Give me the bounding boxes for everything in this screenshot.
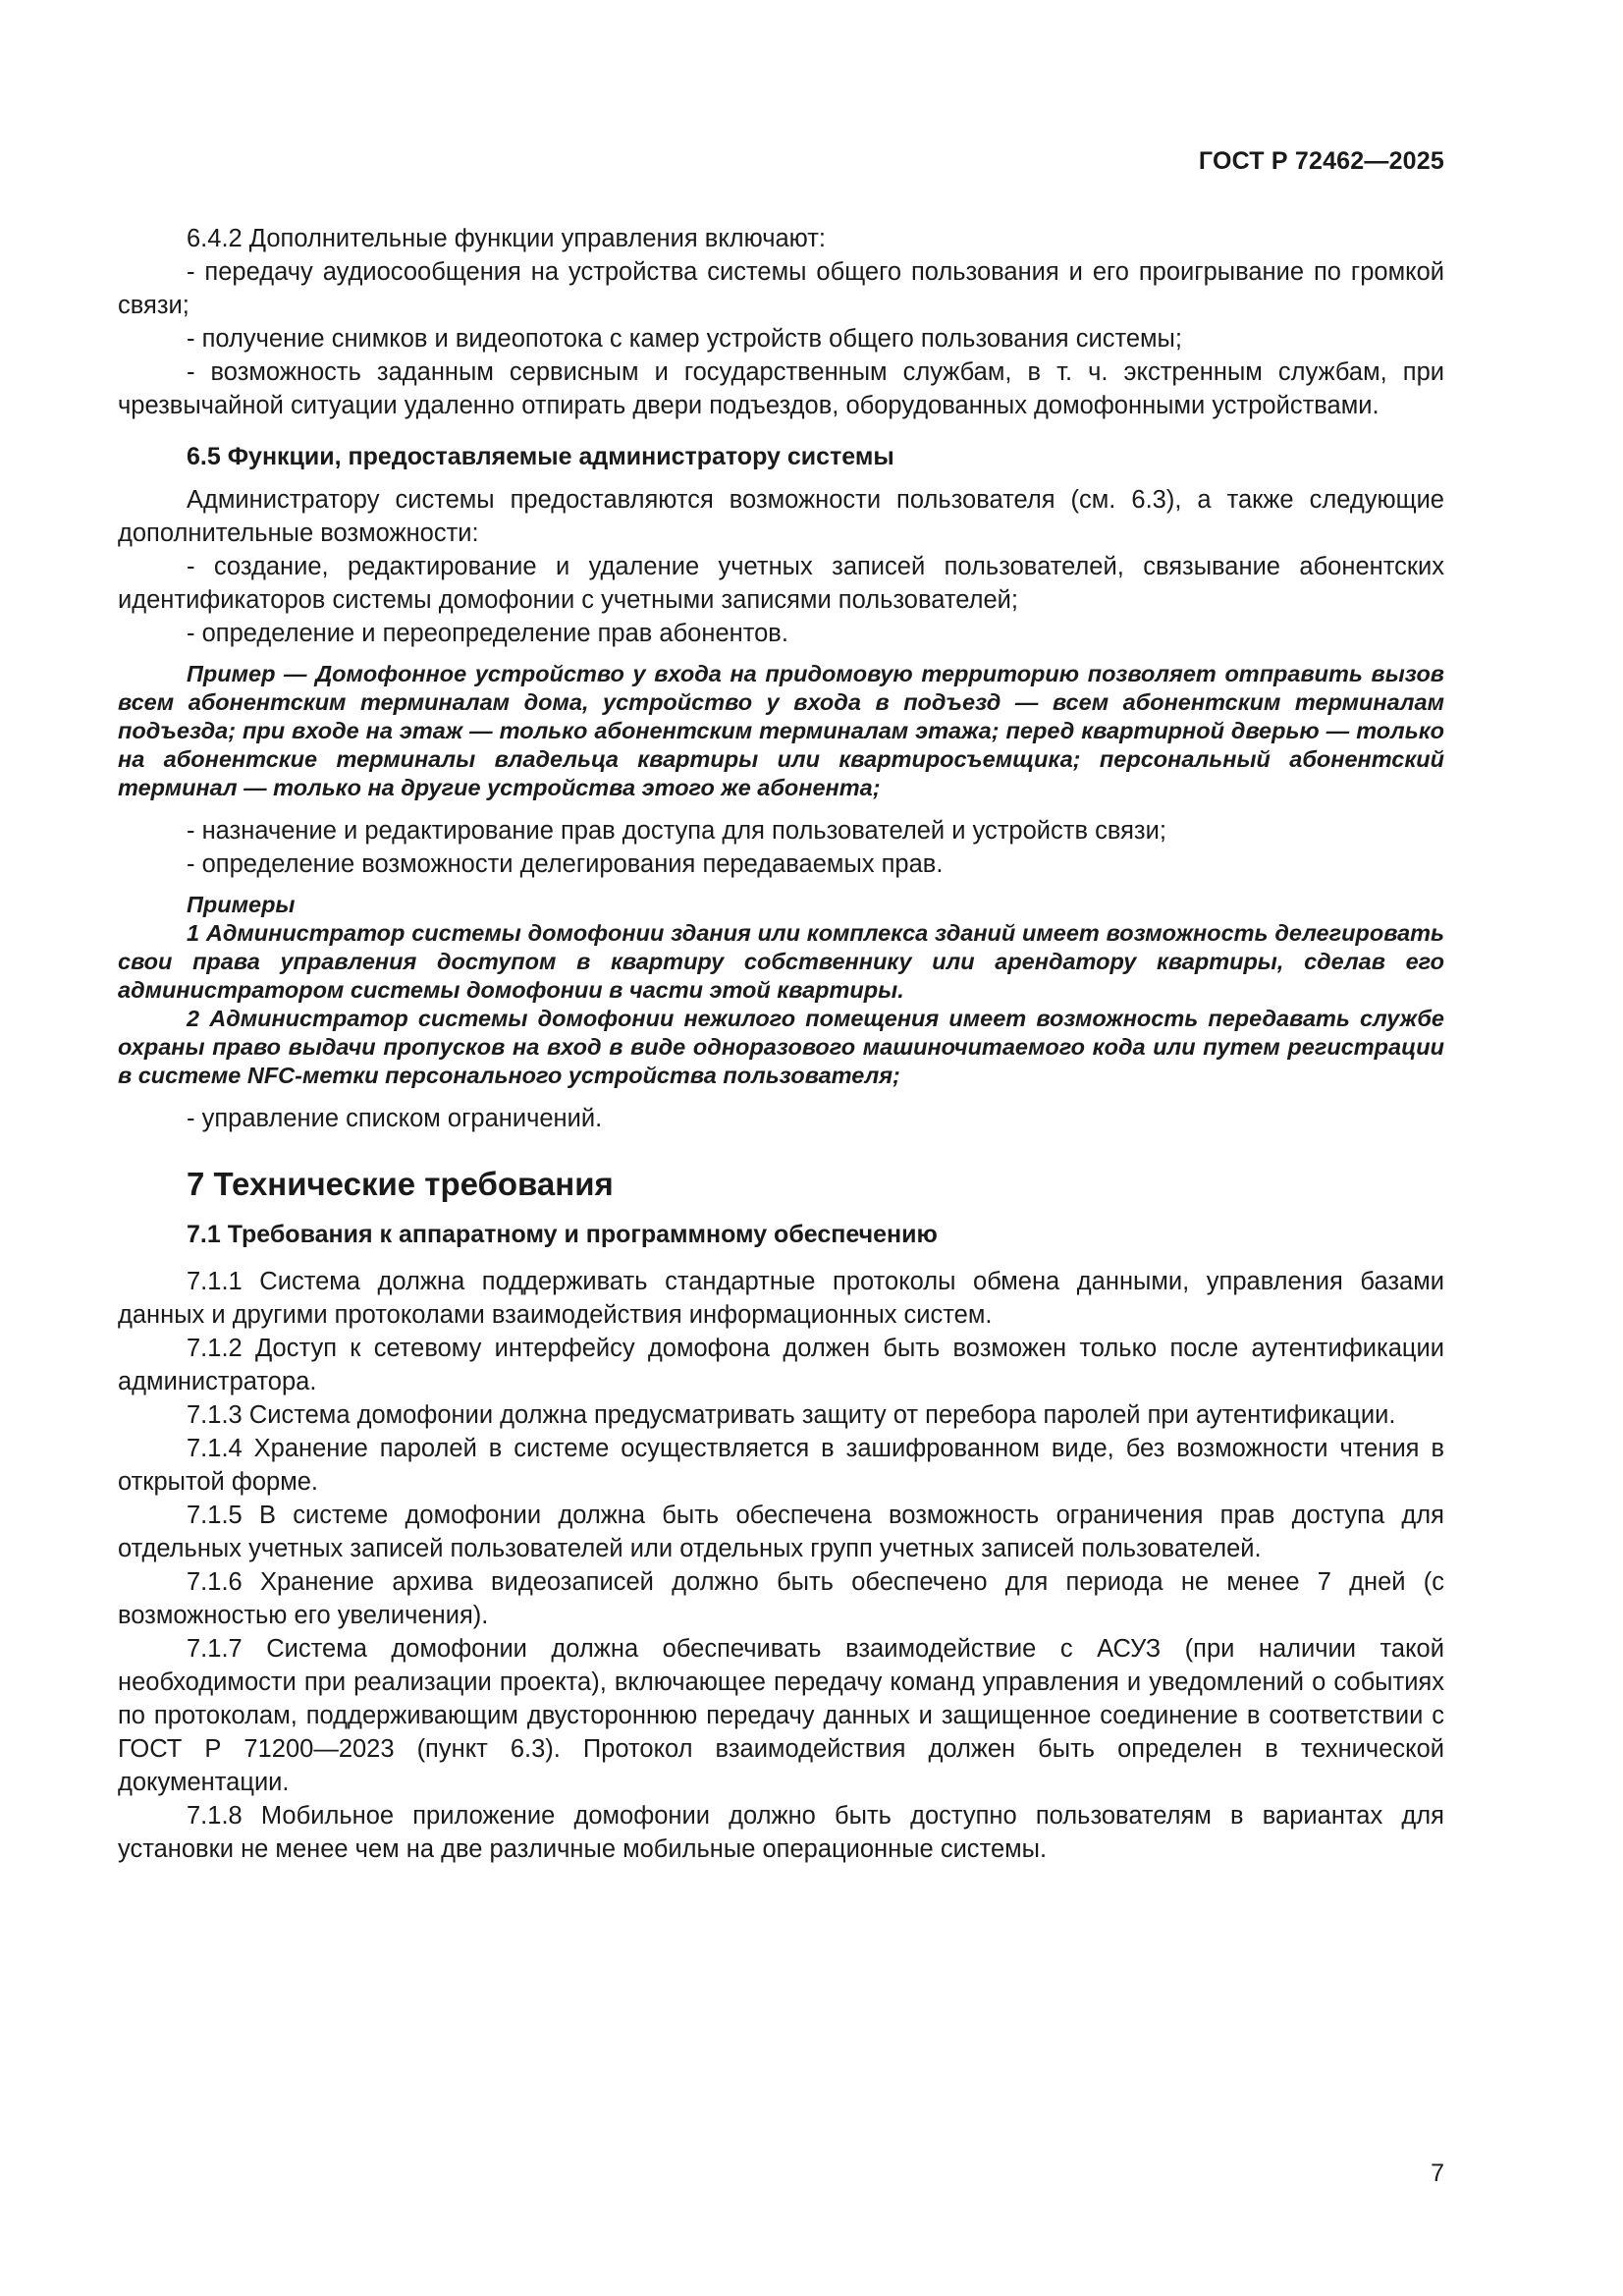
clause-7-1-1: 7.1.1 Система должна поддерживать стандартные протоколы обмена данными, управления базами данных и другими протоколами взаимодействия информационных систем. <box>118 1268 1444 1329</box>
list-item: - определение возможности делегирования передаваемых прав. <box>187 850 944 878</box>
document-body <box>118 222 1444 1866</box>
example-item: 1 Администратор системы домофонии здания или комплекса зданий имеет возможность делегировать свои права управления доступом в квартиру собственнику или арендатору квартиры, сделав его администратором системы домофонии в части этой квартиры. <box>118 920 1444 1003</box>
page-number: 7 <box>1431 2159 1444 2187</box>
list-item: - управление списком ограничений. <box>187 1105 603 1132</box>
list-item: - создание, редактирование и удаление учетных записей пользователей, связывание абонентских идентификаторов системы домофонии с учетными записями пользователей; <box>118 553 1444 614</box>
examples-title: Примеры <box>187 892 296 917</box>
section-6-5-heading: 6.5 Функции, предоставляемые администратору системы <box>187 443 894 470</box>
standard-header: ГОСТ Р 72462—2025 <box>1198 147 1444 175</box>
clause-6-4-2-intro: 6.4.2 Дополнительные функции управления включают: <box>187 225 826 252</box>
clause-7-1-5: 7.1.5 В системе домофонии должна быть обеспечена возможность ограничения прав доступа для отдельных учетных записей пользователей или отдельных групп учетных записей пользователей. <box>118 1502 1444 1562</box>
list-item: - определение и переопределение прав абонентов. <box>187 620 788 647</box>
example-item: 2 Администратор системы домофонии нежилого помещения имеет возможность передавать службе охраны право выдачи пропусков на вход в виде одноразового машиночитаемого кода или путем регистрации в системе NFC-метки персонального устройства пользователя; <box>118 1006 1444 1088</box>
clause-7-1-2: 7.1.2 Доступ к сетевому интерфейсу домофона должен быть возможен только после аутентификации администратора. <box>118 1335 1444 1395</box>
clause-7-1-7: 7.1.7 Система домофонии должна обеспечивать взаимодействие с АСУЗ (при наличии такой необходимости при реализации проекта), включающее передачу команд управления и уведомлений о событиях по протоколам, поддерживающим двустороннюю передачу данных и защищенное соединение в соответствии с ГОСТ Р 71200—2023 (пункт 6.3). Протокол взаимодействия должен быть определен в технической документации. <box>118 1635 1444 1796</box>
list-item: - назначение и редактирование прав доступа для пользователей и устройств связи; <box>187 817 1166 845</box>
clause-7-1-3: 7.1.3 Система домофонии должна предусматривать защиту от перебора паролей при аутентификации. <box>187 1401 1396 1429</box>
section-6-5-intro: Администратору системы предоставляются возможности пользователя (см. 6.3), а также следующие дополнительные возможности: <box>118 486 1444 547</box>
list-item: - получение снимков и видеопотока с камер устройств общего пользования системы; <box>187 325 1182 353</box>
section-7-heading: 7 Технические требования <box>187 1166 614 1202</box>
clause-7-1-8: 7.1.8 Мобильное приложение домофонии должно быть доступно пользователям в вариантах для установки не менее чем на две различные мобильные операционные системы. <box>118 1802 1444 1863</box>
clause-7-1-4: 7.1.4 Хранение паролей в системе осуществляется в зашифрованном виде, без возможности чтения в открытой форме. <box>118 1435 1444 1496</box>
section-7-1-heading: 7.1 Требования к аппаратному и программному обеспечению <box>187 1221 938 1248</box>
list-item: - возможность заданным сервисным и государственным службам, в т. ч. экстренным службам, при чрезвычайной ситуации удаленно отпирать двери подъездов, оборудованных домофонными устройствами. <box>118 358 1444 419</box>
list-item: - передачу аудиосообщения на устройства системы общего пользования и его проигрывание по громкой связи; <box>118 258 1444 319</box>
example-text: Пример — Домофонное устройство у входа на придомовую территорию позволяет отправить вызов всем абонентским терминалам дома, устройство у входа в подъезд — всем абонентским терминалам подъезда; при входе на этаж — только абонентским терминалам этажа; перед квартирной дверью — только на абонентские терминалы владельца квартиры или квартиросъемщика; персональный абонентский терминал — только на другие устройства этого же абонента; <box>118 661 1444 800</box>
clause-7-1-6: 7.1.6 Хранение архива видеозаписей должно быть обеспечено для периода не менее 7 дней (с возможностью его увеличения). <box>118 1568 1444 1629</box>
examples-block <box>118 891 1444 1090</box>
example-block <box>118 660 1444 802</box>
